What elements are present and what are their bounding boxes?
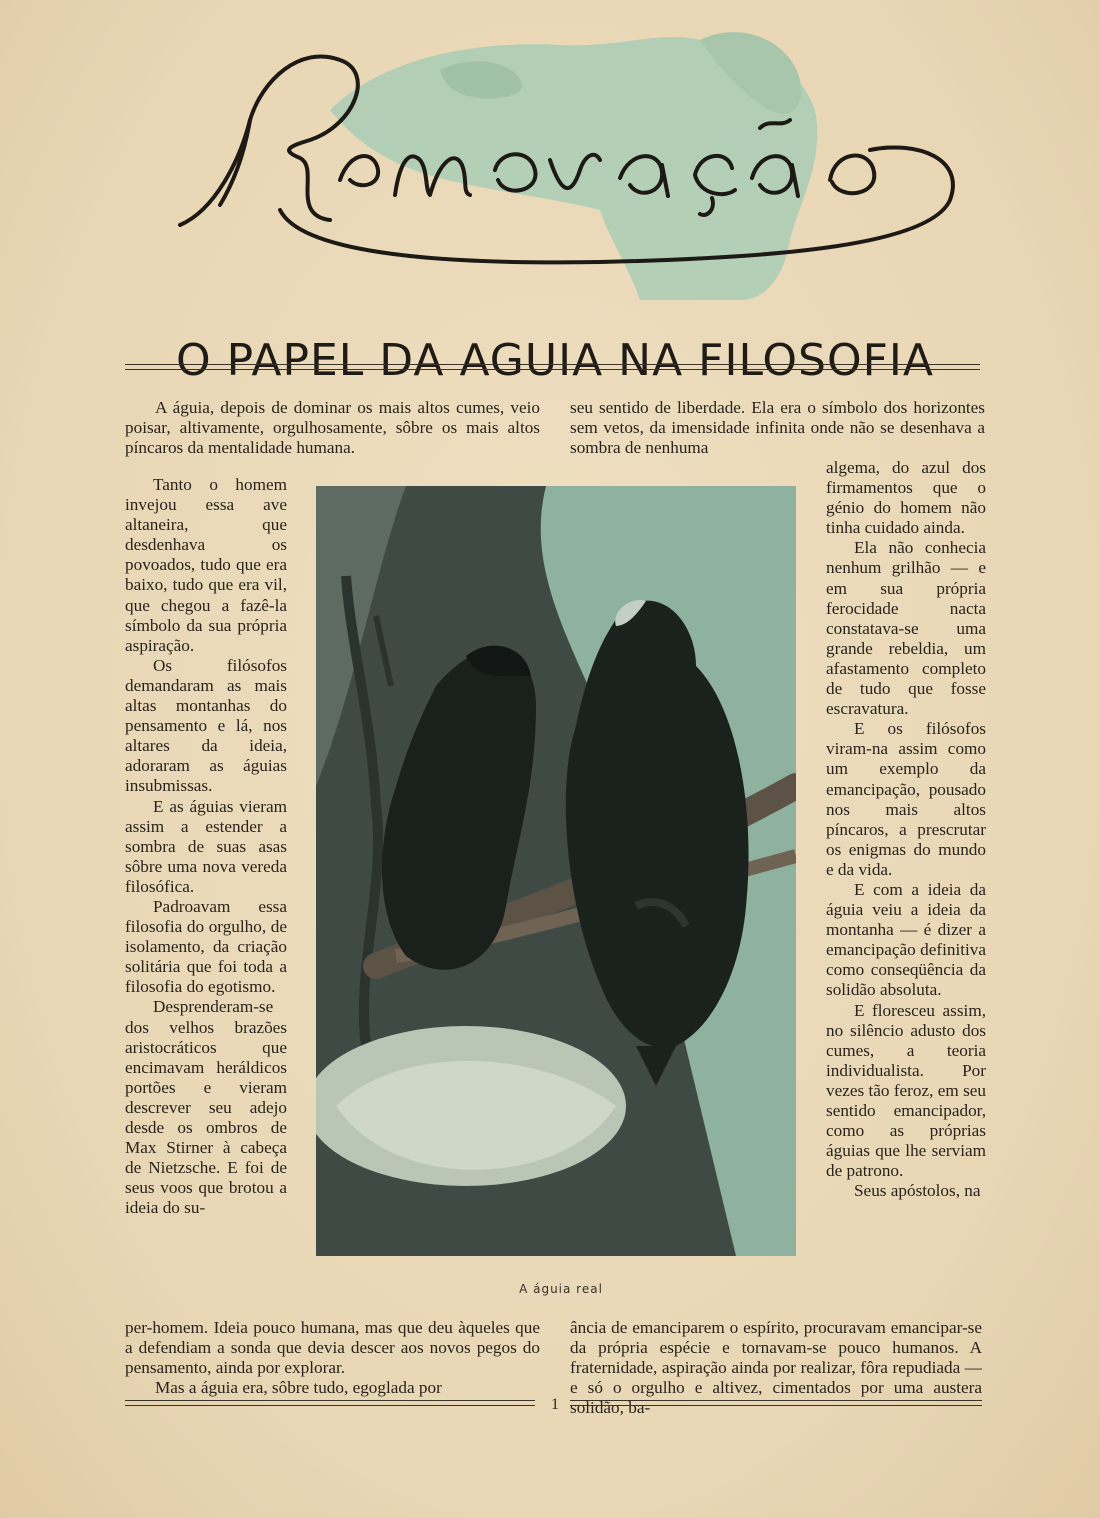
bottom-right-paragraph: ância de emanciparem o espírito, procuravam emancipar-se da própria espécie e tornavam-se pouco humanos. A fraternidade, aspiração ainda por realizar, fôra repudiada — e só o orgulho e altivez, cimentados por uma austera solidão, ba- (570, 1318, 982, 1418)
right-paragraph-6: Seus apóstolos, na (854, 1181, 981, 1201)
footer-rule-right-2 (570, 1405, 982, 1406)
right-paragraph-4: E com a ideia da águia veiu a ideia da montanha — é dizer a emancipação definitiva como conseqüência da solidão absoluta. (826, 879, 986, 1000)
right-column (826, 458, 986, 1201)
intro-left (125, 398, 540, 458)
eagles-photograph (316, 486, 796, 1256)
left-column (125, 475, 287, 1218)
headline-rule-top (125, 364, 980, 365)
right-paragraph-3: E os filósofos viram-na assim como um exemplo da emancipação, pousado nos mais altos píncaros, a prescrutar os enigmas do mundo e da vida. (826, 719, 986, 879)
footer-rule-right (570, 1400, 982, 1401)
intro-left-paragraph: A águia, depois de dominar os mais altos cumes, veio poisar, altivamente, orgulhosamente, sôbre os mais altos píncaros da mentalidade humana. (125, 398, 540, 458)
article-headline: O PAPEL DA AGUIA NA FILOSOFIA (176, 335, 934, 387)
footer-rule-left (125, 1400, 535, 1401)
footer-rule-left-2 (125, 1405, 535, 1406)
left-paragraph-3: E as águias vieram assim a estender a sombra de suas asas sôbre uma nova vereda filosófica. (125, 796, 287, 896)
right-paragraph-2: Ela não conhecia nenhum grilhão — e em sua própria ferocidade nacta constatava-se uma grande rebeldia, um afastamento completo de tudo que fosse escravatura. (826, 538, 986, 719)
intro-right-paragraph: seu sentido de liberdade. Ela era o símbolo dos horizontes sem vetos, da imensidade infinita onde não se desenhava a sombra de nenhuma (570, 398, 985, 458)
bottom-right-column (570, 1318, 982, 1418)
eagles-illustration-icon (316, 486, 796, 1256)
right-paragraph-5: E floresceu assim, no silêncio adusto dos cumes, a teoria individualista. Por vezes tão feroz, em seu sentido emancipador, como as próprias águias que lhe serviam de patrono. (826, 1000, 986, 1181)
left-paragraph-2: Os filósofos demandaram as mais altas montanhas do pensamento e lá, nos altares da ideia, adoraram as águias insubmissas. (125, 655, 287, 796)
left-paragraph-1: Tanto o homem invejou essa ave altaneira, que desdenhava os povoados, tudo que era baixo, tudo que era vil, que chegou a fazê-la símbolo da sua própria aspiração. (125, 475, 287, 655)
intro-right (570, 398, 985, 458)
eagle-emblem-icon (0, 0, 1100, 300)
left-paragraph-4: Padroavam essa filosofia do orgulho, de isolamento, da criação solitária que foi toda a filosofia do egotismo. (125, 896, 287, 997)
bottom-left-column (125, 1318, 540, 1398)
bottom-left-paragraph-2: Mas a águia era, sôbre tudo, egoglada por (155, 1378, 442, 1398)
page-number: 1 (551, 1396, 559, 1413)
left-paragraph-5: Desprenderam-se dos velhos brazões aristocráticos que encimavam heráldicos portões e vieram descrever seu adejo desde os ombros de Max Stirner à cabeça de Nietzsche. E foi de seus voos que brotou a ideia do su- (125, 997, 287, 1218)
bottom-left-paragraph-1: per-homem. Ideia pouco humana, mas que deu àqueles que a defendiam a sonda que devia descer aos novos pegos do pensamento, ainda por explorar. (125, 1318, 540, 1378)
headline-rule-bottom (125, 369, 980, 370)
right-paragraph-1: algema, do azul dos firmamentos que o génio do homem não tinha cuidado ainda. (826, 458, 986, 538)
masthead (0, 0, 1100, 300)
photo-caption: A águia real (519, 1282, 603, 1296)
